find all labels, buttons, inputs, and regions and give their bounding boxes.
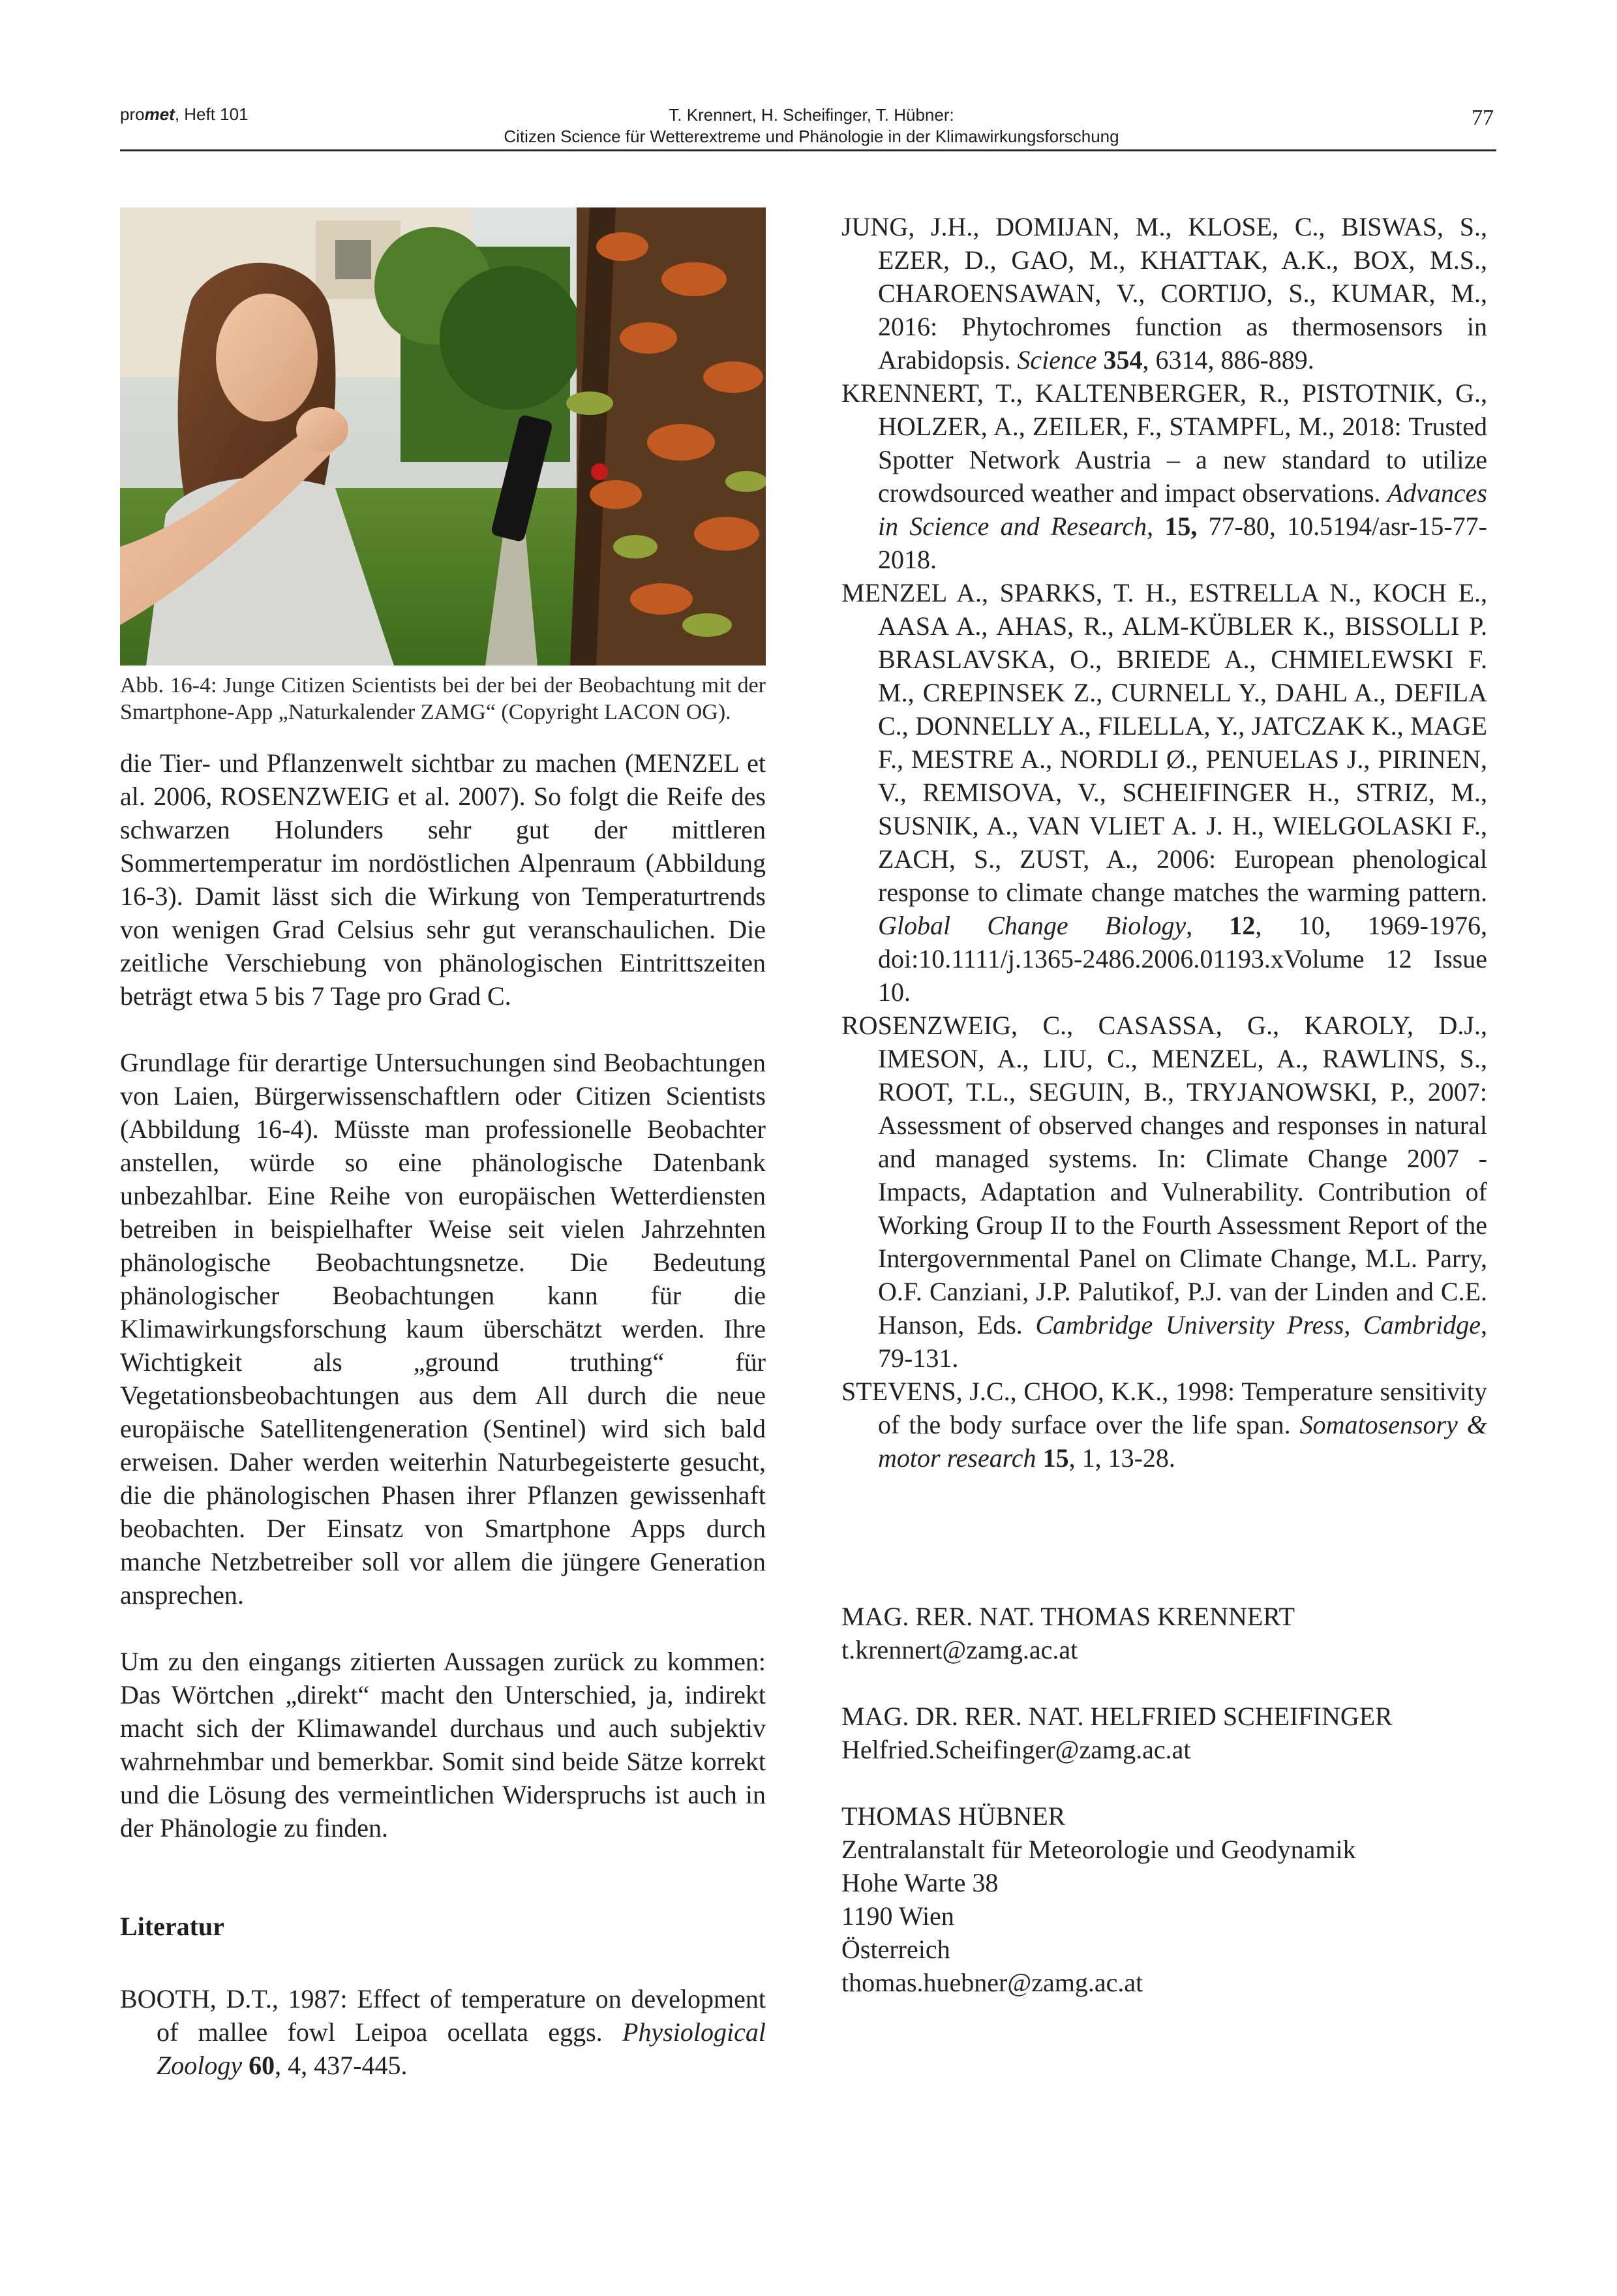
author-name: THOMAS HÜBNER: [841, 1801, 1066, 1831]
author-huebner: [841, 1799, 1487, 1999]
author-name: MAG. DR. RER. NAT. HELFRIED SCHEIFINGER: [841, 1702, 1393, 1731]
author-scheifinger: [841, 1700, 1487, 1766]
literature-heading: Literatur: [120, 1912, 224, 1941]
reference-stevens: STEVENS, J.C., CHOO, K.K., 1998: Temperature sensitivity of the body surface over the life span. Somatosensory & motor research 15, 1, 13-28.: [841, 1377, 1487, 1473]
reference-rosenzweig: ROSENZWEIG, C., CASASSA, G., KAROLY, D.J., IMESON, A., LIU, C., MENZEL, A., RAWLINS, S., ROOT, T.L., SEGUIN, B., TRYJANOWSKI, P., 2007: Assessment of observed changes and responses in natural and managed systems. In: Climate Change 2007 - Impacts, Adaptation and Vulnerability. Contribution of Working Group II to the Fourth Assessment Report of the Intergovernmental Panel on Climate Change, M.L. Parry, O.F. Canziani, J.P. Palutikof, P.J. van der Linden and C.E. Hanson, Eds. Cambridge University Press, Cambridge, 79-131.: [841, 1011, 1487, 1373]
figure-caption: Abb. 16-4: Junge Citizen Scientists bei der bei der Beobachtung mit der Smartphone-App „Naturkalender ZAMG“ (Copyright LACON OG).: [120, 673, 766, 724]
author-krennert: [841, 1600, 1487, 1666]
author-email[interactable]: Helfried.Scheifinger@zamg.ac.at: [841, 1735, 1191, 1764]
author-city: 1190 Wien: [841, 1901, 954, 1931]
author-email[interactable]: t.krennert@zamg.ac.at: [841, 1635, 1078, 1664]
journal-name: promet, Heft 101: [120, 104, 249, 124]
author-institution: Zentralanstalt für Meteorologie und Geodynamik: [841, 1835, 1356, 1864]
running-header: [120, 104, 1496, 151]
paragraph-3: Um zu den eingangs zitierten Aussagen zurück zu kommen: Das Wörtchen „direkt“ macht den Unterschied, ja, indirekt macht sich der Klimawandel durchaus und auch subjektiv wahrnehmbar und bemerkbar. Somit sind beide Sätze korrekt und die Lösung des vermeintlichen Widerspruchs ist auch in der Phänologie zu finden.: [120, 1647, 766, 1843]
author-addresses: [841, 1600, 1487, 1999]
author-country: Österreich: [841, 1935, 950, 1964]
left-column: [120, 207, 766, 2082]
header-title: Citizen Science für Wetterextreme und Phänologie in der Klimawirkungsforschung: [504, 127, 1119, 146]
figure-photo: [120, 207, 766, 666]
right-column: [841, 210, 1487, 2032]
paragraph-2: Grundlage für derartige Untersuchungen sind Beobachtungen von Laien, Bürgerwissenschaftlern oder Citizen Scientists (Abbildung 16-4). Müsste man professionelle Beobachter anstellen, würde so eine phänologische Datenbank unbezahlbar. Eine Reihe von europäischen Wetterdiensten betreiben in beispielhafter Weise seit vielen Jahrzehnten phänologische Beobachtungsnetze. Die Bedeutung phänologischer Beobachtungen kann für die Klimawirkungsforschung kaum überschätzt werden. Ihre Wichtigkeit als „ground truthing“ für Vegetationsbeobachtungen aus dem All durch die neue europäische Satellitengeneration (Sentinel) wird sich bald erweisen. Daher werden weiterhin Naturbegeisterte gesucht, die die phänologischen Phasen ihrer Pflanzen gewissenhaft beobachten. Der Einsatz von Smartphone Apps durch manche Netzbetreiber soll vor allem die jüngere Generation ansprechen.: [120, 1048, 766, 1610]
header-article-info: [433, 104, 1190, 147]
page-number: 77: [1472, 106, 1494, 130]
paragraph-1: die Tier- und Pflanzenwelt sichtbar zu machen (MENZEL et al. 2006, ROSENZWEIG et al. 2007). So folgt die Reife des schwarzen Holunders sehr gut der mittleren Sommertemperatur im nordöstlichen Alpenraum (Abbildung 16-3). Damit lässt sich die Wirkung von Temperaturtrends von wenigen Grad Celsius sehr gut veranschaulichen. Die zeitliche Verschiebung von phänologischen Eintrittszeiten beträgt etwa 5 bis 7 Tage pro Grad C.: [120, 748, 766, 1011]
header-authors: T. Krennert, H. Scheifinger, T. Hübner:: [669, 105, 954, 125]
author-name: MAG. RER. NAT. THOMAS KRENNERT: [841, 1602, 1295, 1631]
reference-jung: JUNG, J.H., DOMIJAN, M., KLOSE, C., BISWAS, S., EZER, D., GAO, M., KHATTAK, A.K., BOX, M.S., CHAROENSAWAN, V., CORTIJO, S., KUMAR, M., 2016: Phytochromes function as thermosensors in Arabidopsis. Science 354, 6314, 886-889.: [841, 212, 1487, 375]
reference-menzel: MENZEL A., SPARKS, T. H., ESTRELLA N., KOCH E., AASA A., AHAS, R., ALM-KÜBLER K., BISSOLLI P. BRASLAVSKA, O., BRIEDE A., CHMIELEWSKI F. M., CREPINSEK Z., CURNELL Y., DAHL A., DEFILA C., DONNELLY A., FILELLA, Y., JATCZAK K., MAGE F., MESTRE A., NORDLI Ø., PENUELAS J., PIRINEN, V., REMISOVA, V., SCHEIFINGER H., STRIZ, M., SUSNIK, A., VAN VLIET A. J. H., WIELGOLASKI F., ZACH, S., ZUST, A., 2006: European phenological response to climate change matches the warming pattern. Global Change Biology, 12, 10, 1969-1976, doi:10.1111/j.1365-2486.2006.01193.xVolume 12 Issue 10.: [841, 578, 1487, 1007]
reference-booth: BOOTH, D.T., 1987: Effect of temperature on development of mallee fowl Leipoa ocellata eggs. Physiological Zoology 60, 4, 437-445.: [120, 1984, 766, 2080]
author-email[interactable]: thomas.huebner@zamg.ac.at: [841, 1968, 1143, 1997]
author-street: Hohe Warte 38: [841, 1868, 999, 1897]
reference-krennert: KRENNERT, T., KALTENBERGER, R., PISTOTNIK, G., HOLZER, A., ZEILER, F., STAMPFL, M., 2018: Trusted Spotter Network Austria – a new standard to utilize crowdsourced weather and impact observations. Advances in Science and Research, 15, 77-80, 10.5194/asr-15-77-2018.: [841, 378, 1487, 574]
